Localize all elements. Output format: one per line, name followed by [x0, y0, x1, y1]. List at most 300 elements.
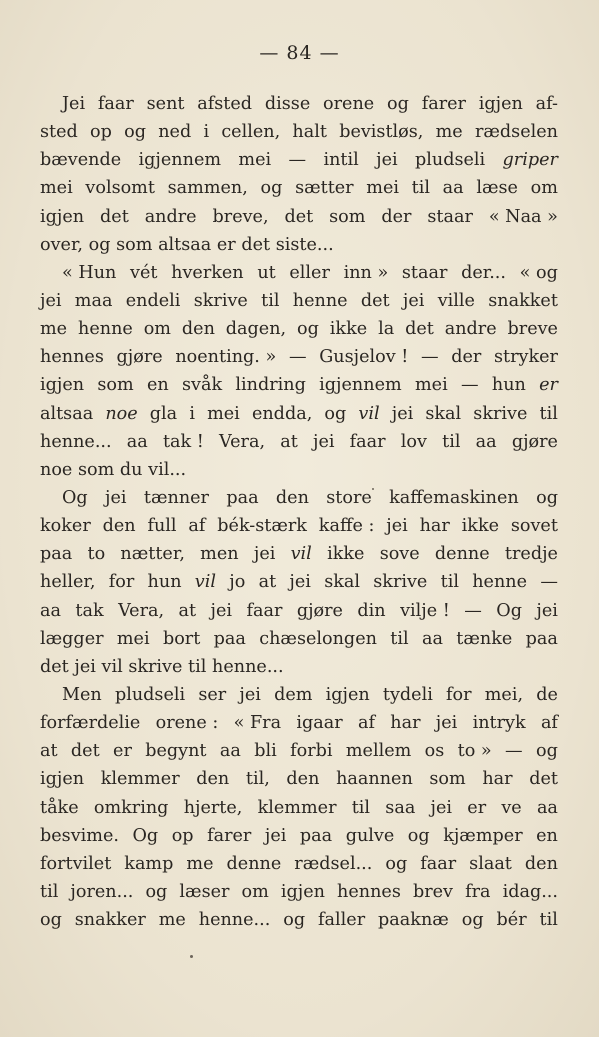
- word: —: [288, 347, 307, 368]
- word: tydeli: [382, 684, 433, 705]
- word: Vera,: [219, 431, 266, 452]
- text-line: [40, 653, 558, 681]
- word: afsted: [197, 94, 253, 114]
- word: halt: [292, 122, 327, 143]
- word: lov: [400, 431, 427, 452]
- word: bort: [162, 628, 201, 649]
- word: og: [536, 741, 558, 762]
- word: og: [407, 825, 430, 846]
- word: den: [102, 516, 136, 537]
- word: me: [158, 910, 186, 931]
- word: Gusjelov !: [319, 347, 409, 368]
- word: og: [297, 319, 319, 340]
- word: « Naa »: [488, 206, 558, 227]
- word: igjen: [40, 206, 85, 227]
- word: pludseli: [414, 150, 486, 171]
- word: koker: [40, 516, 91, 537]
- word: aa: [219, 741, 241, 762]
- word: den: [286, 769, 320, 790]
- word: —: [540, 572, 558, 593]
- word: vil: [101, 656, 123, 677]
- word: har: [419, 516, 450, 537]
- word: full: [147, 516, 177, 537]
- text-line: [40, 428, 558, 456]
- word: snakker: [74, 910, 146, 931]
- word: vil: [358, 403, 380, 424]
- word: det: [100, 206, 129, 227]
- word: sent: [146, 94, 185, 114]
- word: den: [196, 769, 230, 790]
- word: det: [284, 206, 314, 227]
- word: bævende: [40, 150, 122, 171]
- word: hun: [491, 375, 526, 396]
- word: af: [540, 713, 558, 734]
- word: aa: [126, 431, 148, 452]
- word: noe: [40, 459, 73, 480]
- word: me: [186, 853, 214, 874]
- text-line: [40, 90, 558, 118]
- word: fortvilet: [40, 853, 112, 874]
- word: om: [143, 319, 171, 340]
- word: andre: [144, 206, 197, 227]
- word: men: [200, 544, 239, 565]
- word: slaat: [469, 853, 512, 874]
- word: skal: [324, 572, 360, 593]
- text-line: [40, 203, 558, 231]
- word: til: [188, 656, 207, 677]
- word: kamp: [124, 853, 174, 874]
- word: at: [258, 572, 277, 593]
- word: faar: [420, 853, 457, 874]
- word: jo: [229, 572, 246, 593]
- word: tåke: [40, 797, 79, 818]
- word: besvime.: [40, 825, 119, 846]
- word: af-: [535, 94, 558, 114]
- word: jei: [253, 544, 276, 565]
- text-line: [40, 906, 558, 934]
- text-line: [40, 512, 558, 540]
- word: faar: [246, 600, 283, 621]
- word: svåk: [182, 375, 223, 396]
- word: er: [467, 797, 487, 818]
- word: igaar: [296, 713, 343, 734]
- text-line: [40, 174, 558, 202]
- word: læse: [476, 178, 518, 199]
- word: denne: [226, 853, 282, 874]
- word: hun: [147, 572, 182, 593]
- word: mei: [238, 150, 272, 171]
- word: bér: [496, 910, 527, 931]
- word: paa: [525, 628, 558, 649]
- text-line: [40, 765, 558, 793]
- word: igjen: [40, 769, 85, 790]
- word: staar: [401, 262, 448, 283]
- word: skrive: [373, 572, 428, 593]
- word: og: [260, 178, 283, 199]
- word: en: [146, 375, 169, 396]
- word: mei: [414, 375, 448, 396]
- text-line: [40, 146, 558, 174]
- word: jei: [536, 600, 558, 621]
- word: til: [40, 881, 59, 902]
- word: intryk: [472, 713, 526, 734]
- word: hverken: [171, 262, 244, 283]
- word: ikke: [327, 544, 365, 565]
- text-line: [40, 878, 558, 906]
- word: bevistløs,: [339, 122, 424, 143]
- word: jei: [105, 487, 127, 508]
- word: at: [40, 741, 58, 762]
- word: « Fra: [233, 713, 282, 734]
- print-speck: [190, 955, 193, 958]
- word: kaffe :: [318, 516, 375, 537]
- word: fra: [465, 881, 491, 902]
- word: til: [411, 178, 430, 199]
- word: ned: [158, 122, 192, 143]
- word: gjøre: [296, 600, 343, 621]
- word: saa: [385, 797, 416, 818]
- word: chæselongen: [259, 628, 377, 649]
- word: Vera,: [118, 600, 165, 621]
- word: faar: [349, 431, 386, 452]
- word: af: [357, 713, 375, 734]
- word: mei: [40, 178, 73, 199]
- word: paa: [213, 628, 246, 649]
- text-line: [40, 850, 558, 878]
- word: intil: [323, 150, 359, 171]
- text-line: [40, 343, 558, 371]
- word: store: [326, 487, 372, 508]
- word: nætter,: [120, 544, 185, 565]
- word: vét: [130, 262, 158, 283]
- word: sammen,: [167, 178, 248, 199]
- word: maa: [74, 290, 113, 311]
- word: til: [539, 910, 558, 931]
- word: er: [539, 375, 558, 396]
- word: begynt: [145, 741, 207, 762]
- word: der...: [461, 262, 506, 283]
- word: henne: [472, 572, 528, 593]
- word: gjøre: [116, 347, 163, 368]
- word: griper: [502, 150, 558, 171]
- word: denne: [434, 544, 490, 565]
- word: rædselen: [474, 122, 558, 143]
- word: læser: [179, 881, 230, 902]
- word: sted: [40, 122, 78, 143]
- word: jei: [386, 516, 408, 537]
- word: det: [241, 234, 271, 255]
- word: ve: [501, 797, 522, 818]
- word: lægger: [40, 628, 104, 649]
- word: igjennem: [138, 150, 222, 171]
- word: jei: [391, 403, 414, 424]
- word: me: [40, 319, 68, 340]
- word: ut: [257, 262, 276, 283]
- word: ikke: [461, 516, 500, 537]
- text-line: [40, 259, 558, 287]
- word: til: [539, 403, 558, 424]
- word: ser: [198, 684, 227, 705]
- word: dem: [274, 684, 313, 705]
- word: —: [288, 150, 307, 171]
- word: henne...: [40, 431, 112, 452]
- word: og: [324, 403, 347, 424]
- word: den: [181, 319, 215, 340]
- word: det: [529, 769, 558, 790]
- word: breve,: [212, 206, 269, 227]
- word: der: [451, 347, 482, 368]
- word: jei: [430, 797, 453, 818]
- word: paaknæ: [378, 910, 449, 931]
- word: paa: [226, 487, 259, 508]
- word: de: [536, 684, 558, 705]
- word: som: [97, 375, 134, 396]
- word: er: [113, 741, 132, 762]
- word: « Hun: [62, 262, 117, 283]
- word: over,: [40, 234, 84, 255]
- text-line: [40, 625, 558, 653]
- word: har: [482, 769, 513, 790]
- word: altsaa: [40, 403, 94, 424]
- word: og: [283, 910, 306, 931]
- word: staar: [427, 206, 473, 227]
- word: aa: [421, 628, 443, 649]
- word: idag...: [502, 881, 558, 902]
- word: haannen: [336, 769, 413, 790]
- word: vil...: [148, 459, 187, 480]
- word: cellen,: [221, 122, 281, 143]
- word: jei: [239, 684, 261, 705]
- word: noe: [105, 403, 138, 424]
- word: at: [280, 431, 298, 452]
- word: altsaa: [158, 234, 212, 255]
- word: jei: [210, 600, 233, 621]
- word: aa: [442, 178, 464, 199]
- word: vilje !: [400, 600, 450, 621]
- word: jei: [74, 656, 96, 677]
- word: vil: [290, 544, 312, 565]
- word: farer: [207, 825, 252, 846]
- word: ville: [437, 290, 475, 311]
- word: dagen,: [225, 319, 287, 340]
- word: den: [275, 487, 309, 508]
- word: mei,: [484, 684, 524, 705]
- word: jei: [289, 572, 311, 593]
- word: kjæmper: [443, 825, 523, 846]
- word: og: [124, 122, 146, 143]
- text-line: [40, 709, 558, 737]
- word: gjøre: [511, 431, 558, 452]
- word: den: [524, 853, 558, 874]
- word: hjerte,: [183, 797, 243, 818]
- word: tænke: [456, 628, 513, 649]
- word: det: [360, 290, 390, 311]
- word: at: [178, 600, 197, 621]
- text-line: [40, 287, 558, 315]
- word: orene :: [155, 713, 219, 734]
- word: og: [145, 881, 168, 902]
- word: —: [460, 375, 479, 396]
- word: stryker: [494, 347, 558, 368]
- word: ikke: [329, 319, 368, 340]
- word: henne: [78, 319, 133, 340]
- word: til: [390, 628, 409, 649]
- word: to »: [457, 741, 492, 762]
- word: Og: [132, 825, 159, 846]
- text-line: [40, 540, 558, 568]
- word: inn »: [343, 262, 389, 283]
- print-speck: [372, 488, 374, 490]
- word: farer: [421, 94, 466, 114]
- word: igjen: [325, 684, 370, 705]
- word: aa: [475, 431, 497, 452]
- word: mei: [366, 178, 399, 199]
- word: jei: [40, 290, 62, 311]
- word: la: [378, 319, 395, 340]
- word: klemmer: [100, 769, 180, 790]
- word: til,: [245, 769, 270, 790]
- word: henne...: [212, 656, 284, 677]
- word: paa: [40, 544, 73, 565]
- word: brev: [412, 881, 453, 902]
- word: jei: [312, 431, 335, 452]
- word: andre: [444, 319, 497, 340]
- word: mei: [207, 403, 240, 424]
- word: tænner: [143, 487, 209, 508]
- word: til: [440, 572, 459, 593]
- word: igjennem: [319, 375, 402, 396]
- word: pludseli: [114, 684, 186, 705]
- word: sætter: [295, 178, 354, 199]
- word: omkring: [93, 797, 169, 818]
- word: hennes: [40, 347, 104, 368]
- word: skal: [425, 403, 462, 424]
- word: mei: [116, 628, 150, 649]
- text-line: [40, 681, 558, 709]
- word: er: [216, 234, 236, 255]
- word: sovet: [510, 516, 558, 537]
- word: Jei: [62, 94, 86, 114]
- word: endeli: [125, 290, 181, 311]
- word: har: [390, 713, 421, 734]
- word: faar: [97, 94, 134, 114]
- word: disse: [264, 94, 311, 114]
- word: forbi: [290, 741, 333, 762]
- word: og: [461, 910, 484, 931]
- word: det: [405, 319, 434, 340]
- text-line: [40, 400, 558, 428]
- word: heller,: [40, 572, 96, 593]
- word: siste...: [275, 234, 334, 255]
- word: for: [446, 684, 472, 705]
- word: snakket: [488, 290, 558, 311]
- word: mellem: [345, 741, 412, 762]
- text-line: [40, 118, 558, 146]
- word: og: [387, 94, 409, 114]
- word: af: [188, 516, 206, 537]
- word: rædsel...: [294, 853, 373, 874]
- word: skrive: [473, 403, 528, 424]
- word: og: [88, 234, 111, 255]
- word: din: [357, 600, 386, 621]
- word: hennes: [337, 881, 401, 902]
- text-line: [40, 315, 558, 343]
- word: og: [536, 487, 558, 508]
- word: skrive: [193, 290, 248, 311]
- word: en: [536, 825, 558, 846]
- word: —: [420, 347, 439, 368]
- word: to: [87, 544, 106, 565]
- word: i: [203, 122, 210, 143]
- word: skrive: [128, 656, 183, 677]
- body-text: [40, 90, 558, 934]
- word: volsomt: [85, 178, 155, 199]
- word: til: [351, 797, 371, 818]
- word: for: [108, 572, 135, 593]
- text-line: [40, 794, 558, 822]
- word: jei: [402, 290, 425, 311]
- word: paa: [299, 825, 333, 846]
- word: tak !: [162, 431, 204, 452]
- word: forfærdelie: [40, 713, 141, 734]
- word: du: [119, 459, 143, 480]
- word: som: [116, 234, 153, 255]
- word: orene: [323, 94, 375, 114]
- word: og: [385, 853, 408, 874]
- word: gla: [149, 403, 178, 424]
- word: joren...: [70, 881, 134, 902]
- word: det: [70, 741, 100, 762]
- word: til: [261, 290, 280, 311]
- word: gulve: [345, 825, 395, 846]
- word: breve: [507, 319, 558, 340]
- word: os: [424, 741, 445, 762]
- word: som: [329, 206, 366, 227]
- word: der: [381, 206, 412, 227]
- word: op: [90, 122, 112, 143]
- word: —: [505, 741, 523, 762]
- word: og: [40, 910, 62, 931]
- word: eller: [289, 262, 330, 283]
- word: jei: [376, 150, 398, 171]
- word: sove: [379, 544, 420, 565]
- text-line: [40, 231, 558, 259]
- word: henne: [292, 290, 348, 311]
- word: —: [464, 600, 482, 621]
- word: endda,: [251, 403, 313, 424]
- word: henne...: [198, 910, 271, 931]
- word: tredje: [504, 544, 558, 565]
- word: det: [40, 656, 69, 677]
- page-number: — 84 —: [259, 42, 340, 64]
- word: me: [435, 122, 463, 143]
- word: « og: [519, 262, 558, 283]
- word: i: [189, 403, 195, 424]
- word: tak: [75, 600, 104, 621]
- word: igjen: [40, 375, 85, 396]
- text-line: [40, 456, 558, 484]
- word: jei: [435, 713, 458, 734]
- word: jei: [264, 825, 287, 846]
- word: om: [241, 881, 269, 902]
- word: vil: [194, 572, 216, 593]
- word: som: [429, 769, 466, 790]
- text-line: [40, 822, 558, 850]
- word: som: [77, 459, 115, 480]
- text-line: [40, 568, 558, 596]
- word: op: [171, 825, 194, 846]
- word: bék-stærk: [217, 516, 307, 537]
